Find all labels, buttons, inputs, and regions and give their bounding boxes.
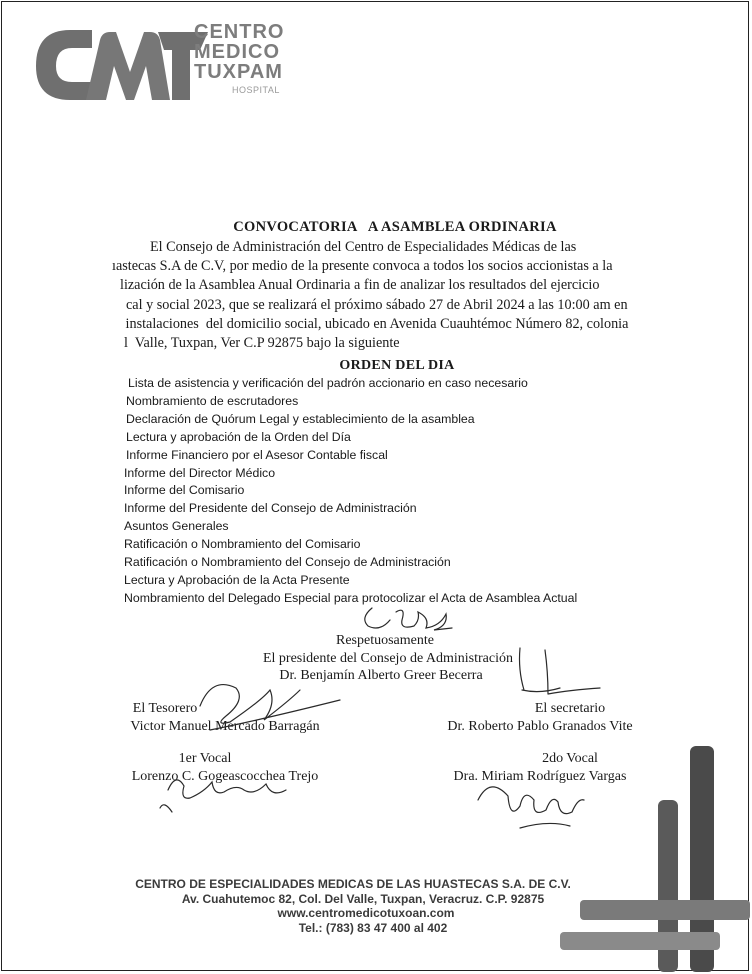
secretary-role: El secretario <box>534 701 606 716</box>
agenda-item: Asuntos Generales <box>124 519 229 534</box>
footer-website: www.centromedicotuxoan.com <box>277 906 455 920</box>
logo-line-2: MEDICO <box>194 41 280 63</box>
president-role: El presidente del Consejo de Administración <box>262 650 513 666</box>
logo-wordmark <box>194 22 284 82</box>
vocal2-role: 2do Vocal <box>542 751 598 766</box>
agenda-list <box>124 375 577 608</box>
vocal2-name: Dra. Miriam Rodríguez Vargas <box>453 768 627 784</box>
agenda-item: Informe del Presidente del Consejo de Administración <box>124 501 417 516</box>
president-block <box>200 632 560 685</box>
secretary-block <box>420 700 660 735</box>
agenda-item: Ratificación o Nombramiento del Comisario <box>124 537 361 552</box>
agenda-item: Lectura y Aprobación de la Acta Presente <box>124 572 350 587</box>
agenda-title <box>0 358 752 374</box>
document-title-text: CONVOCATORIA A ASAMBLEA ORDINARIA <box>233 219 557 235</box>
agenda-item: Informe del Comisario <box>124 483 245 498</box>
intro-line: lización de la Asamblea Anual Ordinaria a fin de analizar los resultados del ejercicio <box>120 277 600 294</box>
footer-company: CENTRO DE ESPECIALIDADES MEDICAS DE LAS HUASTECAS S.A. DE C.V. <box>135 877 571 891</box>
agenda-item: Nombramiento del Delegado Especial para protocolizar el Acta de Asamblea Actual <box>124 590 578 605</box>
agenda-item: Informe del Director Médico <box>124 465 276 480</box>
intro-line: El Consejo de Administración del Centro de Especialidades Médicas de las <box>150 239 577 255</box>
intro-line: l Valle, Tuxpan, Ver C.P 92875 bajo la siguiente <box>124 335 400 352</box>
intro-paragraph <box>0 238 660 352</box>
footer <box>0 877 752 935</box>
agenda-item: Lista de asistencia y verificación del padrón accionario en caso necesario <box>128 376 528 390</box>
document-title <box>0 219 752 236</box>
intro-line: cal y social 2023, que se realizará el próximo sábado 27 de Abril 2024 a las 10:00 am en <box>126 296 628 313</box>
treasurer-block <box>100 700 350 735</box>
vocal1-name: Lorenzo C. Gogeascocchea Trejo <box>131 768 319 784</box>
footer-address: Av. Cuahutemoc 82, Col. Del Valle, Tuxpan, Veracruz. C.P. 92875 <box>181 891 545 906</box>
agenda-title-text: ORDEN DEL DIA <box>339 358 455 373</box>
agenda-item: Lectura y aprobación de la Orden del Día <box>126 429 351 444</box>
president-name: Dr. Benjamín Alberto Greer Becerra <box>279 668 483 683</box>
decorative-bars <box>560 740 750 972</box>
treasurer-name: Victor Manuel Mercado Barragán <box>130 718 320 734</box>
vocal1-role: 1er Vocal <box>178 751 232 766</box>
intro-line: ıastecas S.A de C.V, por medio de la presente convoca a todos los socios accionistas a la <box>112 258 613 275</box>
logo-subtitle: HOSPITAL <box>232 85 280 95</box>
treasurer-role: El Tesorero <box>132 701 198 716</box>
footer-phone: Tel.: (783) 83 47 400 al 402 <box>298 920 448 935</box>
agenda-item: Declaración de Quórum Legal y establecimiento de la asamblea <box>126 411 475 426</box>
agenda-item: Nombramiento de escrutadores <box>126 393 299 408</box>
secretary-name: Dr. Roberto Pablo Granados Vite <box>447 718 633 734</box>
intro-line: instalaciones del domicilio social, ubicado en Avenida Cuauhtémoc Número 82, colonia <box>122 315 629 332</box>
vocal1-block <box>100 750 350 785</box>
closing-text: Respetuosamente <box>336 633 434 648</box>
logo-line-3: TUXPAM <box>194 61 283 83</box>
logo-line-1: CENTRO <box>194 21 285 43</box>
agenda-item: Informe Financiero por el Asesor Contable fiscal <box>126 447 388 462</box>
agenda-item: Ratificación o Nombramiento del Consejo de Administración <box>124 555 451 570</box>
